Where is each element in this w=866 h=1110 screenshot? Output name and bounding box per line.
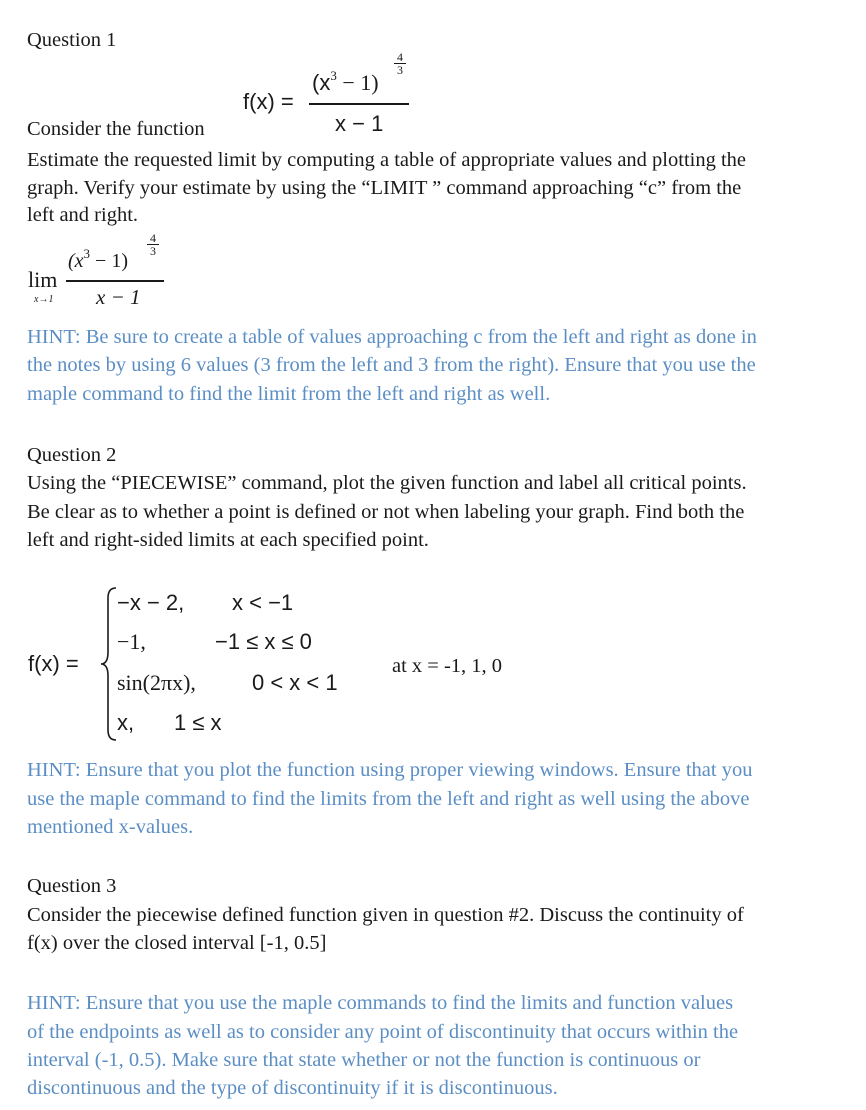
q1-consider-text: Consider the function bbox=[27, 118, 205, 140]
q2-paragraph-line-1: Using the “PIECEWISE” command, plot the given function and label all critical points. bbox=[27, 472, 747, 494]
q1-lim-numerator: $(x^3 - 1)$ bbox=[68, 246, 128, 272]
q2-paragraph-line-2: Be clear as to whether a point is defined or not when labeling your graph. Find both the bbox=[27, 501, 745, 523]
q2-case-1-expr: −x − 2, bbox=[117, 590, 185, 615]
q2-case-3-expr: sin(2πx), bbox=[117, 670, 196, 695]
question-2-title: Question 2 bbox=[27, 444, 117, 466]
q2-func-lhs: f(x) = bbox=[28, 651, 79, 676]
q3-paragraph-line-1: Consider the piecewise defined function given in question #2. Discuss the continuity of bbox=[27, 904, 744, 926]
q2-case-4-expr: x, bbox=[117, 710, 135, 735]
q2-hint-line-2: use the maple command to find the limits from the left and right as well using the above bbox=[27, 788, 750, 810]
q1-func-exponent: 4 3 bbox=[394, 51, 406, 76]
q1-lim-subscript: x→1 bbox=[34, 294, 54, 305]
q1-paragraph-line-1: Estimate the requested limit by computing a table of appropriate values and plotting the bbox=[27, 149, 747, 171]
q2-hint-line-3: mentioned x-values. bbox=[27, 816, 194, 838]
q3-hint-line-4: discontinuous and the type of discontinuity if it is discontinuous. bbox=[27, 1077, 558, 1099]
q1-paragraph-line-2: graph. Verify your estimate by using the “LIMIT ” command approaching “c” from the bbox=[27, 177, 742, 199]
q1-hint-line-3: maple command to find the limit from the left and right as well. bbox=[27, 383, 551, 405]
q3-hint-line-3: interval (-1, 0.5). Make sure that state whether or not the function is continuous or bbox=[27, 1049, 701, 1071]
q1-lim-fraction-bar bbox=[66, 280, 164, 282]
q2-paragraph-line-3: left and right-sided limits at each specified point. bbox=[27, 529, 429, 551]
q1-func-lhs: f(x) = bbox=[243, 89, 294, 114]
q1-lim-denominator: x − 1 bbox=[96, 285, 141, 309]
q1-lim-word: lim bbox=[28, 267, 58, 292]
q1-func-fraction-bar bbox=[309, 103, 409, 105]
q2-case-4-cond: 1 ≤ x bbox=[174, 710, 222, 735]
q2-case-3-cond: 0 < x < 1 bbox=[252, 670, 338, 695]
q2-case-2-cond: −1 ≤ x ≤ 0 bbox=[215, 629, 312, 654]
question-1-title: Question 1 bbox=[27, 29, 117, 51]
q2-case-2-expr: −1, bbox=[117, 629, 146, 654]
q3-hint-line-1: HINT: Ensure that you use the maple commands to find the limits and function values bbox=[27, 992, 734, 1014]
q3-paragraph-line-2: f(x) over the closed interval [-1, 0.5] bbox=[27, 932, 327, 954]
question-3-title: Question 3 bbox=[27, 875, 117, 897]
q1-lim-exponent: 4 3 bbox=[147, 232, 159, 257]
q2-at-points: at x = -1, 1, 0 bbox=[392, 655, 503, 677]
q1-hint-line-2: the notes by using 6 values (3 from the left and 3 from the right). Ensure that you use the bbox=[27, 354, 756, 376]
q2-hint-line-1: HINT: Ensure that you plot the function using proper viewing windows. Ensure that you bbox=[27, 759, 753, 781]
q1-paragraph-line-3: left and right. bbox=[27, 204, 139, 226]
q1-hint-line-1: HINT: Be sure to create a table of values approaching c from the left and right as done in bbox=[27, 326, 757, 348]
q1-func-numerator: $(x^3 - 1)$ bbox=[312, 68, 379, 95]
q1-func-denominator: x − 1 bbox=[335, 111, 384, 136]
q3-hint-line-2: of the endpoints as well as to consider any point of discontinuity that occurs within the bbox=[27, 1021, 739, 1043]
q2-case-1-cond: x < −1 bbox=[232, 590, 294, 615]
